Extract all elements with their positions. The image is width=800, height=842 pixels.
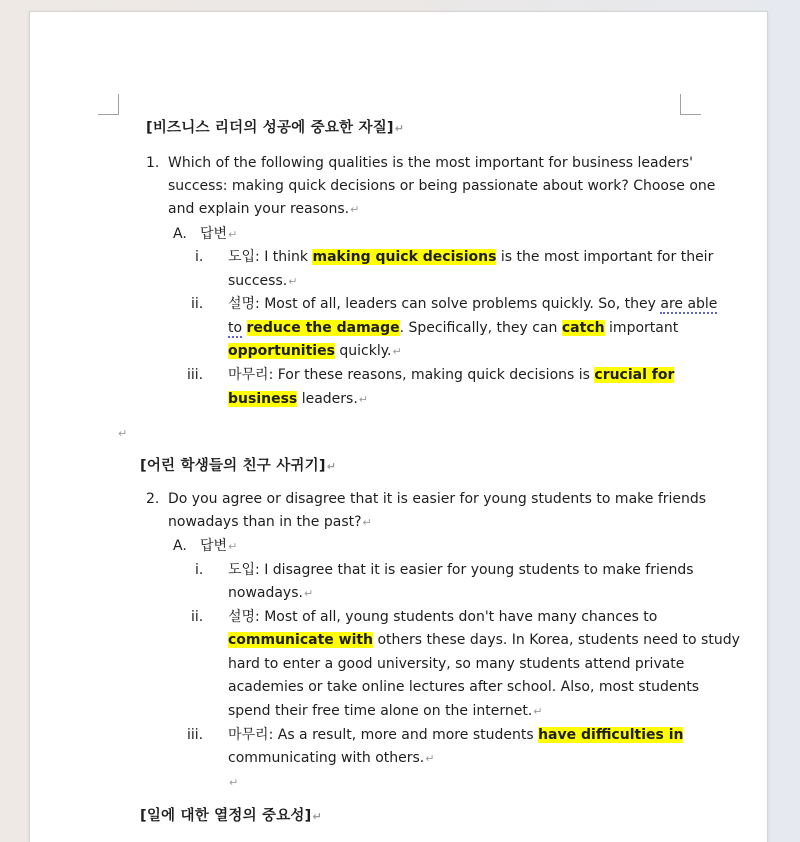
highlight: opportunities [228,343,335,359]
highlight: reduce the damage [246,320,400,336]
margin-corner-top-right [680,94,701,115]
list-roman: i. [195,562,204,578]
highlight: making quick decisions [312,249,497,265]
section-heading[interactable]: [어린 학생들의 친구 사귀기]↵ [140,458,337,474]
answer-line[interactable]: to reduce the damage. Specifically, they can catch important [228,320,679,336]
list-number: 2. [146,491,160,507]
answer-label[interactable]: 답변↵ [200,226,238,242]
highlight: have difficulties in [538,727,684,743]
answer-label[interactable]: 답변↵ [200,538,238,554]
highlight: communicate with [228,632,374,648]
grammar-underline: to [228,320,243,336]
answer-line[interactable]: 설명: Most of all, young students don't have many chances to [228,609,658,625]
answer-line[interactable]: academies or take online lectures after school. Also, most students [228,679,700,695]
list-letter: A. [173,226,187,242]
answer-line[interactable]: communicating with others.↵ [228,750,435,766]
answer-line[interactable]: 설명: Most of all, leaders can solve problems quickly. So, they are able [228,296,718,312]
empty-paragraph[interactable]: ↵ [118,427,128,440]
question-line[interactable]: Which of the following qualities is the most important for business leaders' [168,155,693,171]
question-line[interactable]: Do you agree or disagree that it is easier for young students to make friends [168,491,707,507]
answer-line[interactable]: nowadays.↵ [228,585,314,601]
empty-paragraph[interactable]: ↵ [229,776,239,789]
question-line[interactable]: and explain your reasons.↵ [168,201,360,217]
highlight: business [228,391,298,407]
list-roman: i. [195,249,204,265]
highlight: catch [561,320,605,336]
answer-line[interactable]: 도입: I think making quick decisions is the most important for their [228,249,714,265]
answer-line[interactable]: hard to enter a good university, so many students attend private [228,656,685,672]
question-line[interactable]: success: making quick decisions or being passionate about work? Choose one [168,178,716,194]
answer-line[interactable]: business leaders.↵ [228,391,369,407]
answer-line[interactable]: communicate with others these days. In Korea, students need to study [228,632,740,648]
list-letter: A. [173,538,187,554]
section-heading[interactable]: [일에 대한 열정의 중요성]↵ [140,808,322,824]
section-heading[interactable]: [비즈니스 리더의 성공에 중요한 자질]↵ [146,120,405,136]
list-number: 1. [146,155,160,171]
question-line[interactable]: nowadays than in the past?↵ [168,514,372,530]
answer-line[interactable]: spend their free time alone on the internet.↵ [228,703,543,719]
answer-line[interactable]: 도입: I disagree that it is easier for young students to make friends [228,562,694,578]
answer-line[interactable]: opportunities quickly.↵ [228,343,402,359]
list-roman: ii. [191,296,204,312]
list-roman: iii. [187,367,204,383]
list-roman: iii. [187,727,204,743]
list-roman: ii. [191,609,204,625]
grammar-underline: are able [660,296,718,312]
highlight: crucial for [594,367,675,383]
margin-corner-top-left [98,94,119,115]
answer-line[interactable]: 마무리: As a result, more and more students have difficulties in [228,727,684,743]
answer-line[interactable]: success.↵ [228,273,298,289]
answer-line[interactable]: 마무리: For these reasons, making quick decisions is crucial for [228,367,675,383]
